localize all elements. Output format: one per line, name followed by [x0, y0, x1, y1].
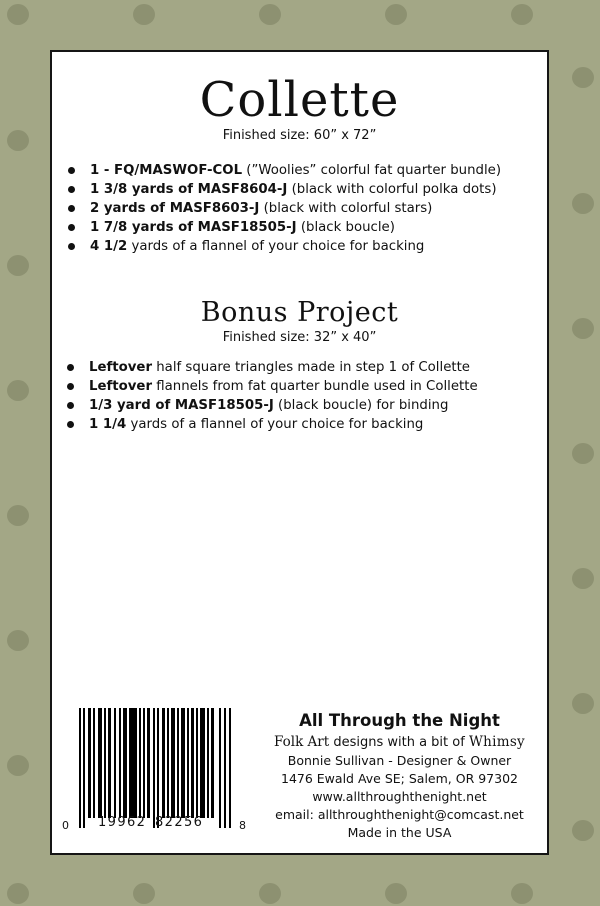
bullet-icon	[67, 383, 74, 390]
company-name: All Through the Night	[299, 711, 500, 730]
polka-dot	[133, 883, 155, 904]
materials-list-item	[54, 161, 544, 180]
item-description: yards of a flannel of your choice for backing	[126, 417, 424, 432]
item-description: yards of a flannel of your choice for backing	[127, 239, 425, 254]
item-quantity: Leftover	[89, 360, 153, 375]
upc-barcode	[79, 708, 239, 828]
barcode-check-digit: 8	[239, 819, 246, 832]
project-title: Collette	[199, 72, 400, 128]
polka-dot	[259, 883, 281, 904]
bullet-icon	[67, 364, 74, 371]
item-quantity: 1/3 yard of MASF18505-J	[89, 398, 274, 413]
bonus-list-item	[53, 358, 543, 377]
polka-dot	[7, 630, 29, 651]
polka-dot	[7, 130, 29, 151]
bonus-finished-size: Finished size: 32” x 40”	[222, 330, 377, 345]
bonus-list-item	[53, 415, 543, 434]
polka-dot	[572, 193, 594, 214]
bullet-icon	[67, 402, 74, 409]
polka-dot	[7, 755, 29, 776]
company-website: www.allthroughthenight.net	[312, 789, 487, 804]
barcode-left-group: 19962	[98, 815, 147, 830]
item-description: flannels from fat quarter bundle used in Collette	[152, 379, 478, 394]
polka-dot	[572, 318, 594, 339]
item-quantity: 2 yards of MASF8603-J	[90, 201, 260, 216]
item-description: (black with colorful stars)	[259, 201, 433, 216]
polka-dot	[572, 820, 594, 841]
polka-dot	[385, 883, 407, 904]
barcode-right-group: 82256	[155, 815, 204, 830]
item-quantity: 1 - FQ/MASWOF-COL	[90, 163, 243, 178]
bullet-icon	[67, 421, 74, 428]
polka-dot	[385, 4, 407, 25]
materials-list	[54, 161, 544, 256]
item-quantity: 1 7/8 yards of MASF18505-J	[90, 220, 297, 235]
bonus-project-title: Bonus Project	[200, 297, 399, 328]
company-email: email: allthroughthenight@comcast.net	[275, 807, 524, 822]
project-finished-size: Finished size: 60” x 72”	[222, 128, 377, 143]
materials-list-item	[54, 180, 544, 199]
item-description: half square triangles made in step 1 of Collette	[152, 360, 470, 375]
bonus-list-item	[53, 396, 543, 415]
polka-dot	[133, 4, 155, 25]
polka-dot	[572, 568, 594, 589]
item-quantity: 1 3/8 yards of MASF8604-J	[90, 182, 288, 197]
materials-list-item	[54, 199, 544, 218]
polka-dot	[572, 693, 594, 714]
polka-dot	[7, 505, 29, 526]
tagline-prefix: Folk Art	[274, 734, 330, 750]
item-description: (black with colorful polka dots)	[287, 182, 497, 197]
materials-list-item	[54, 218, 544, 237]
polka-dot	[511, 883, 533, 904]
bullet-icon	[68, 167, 75, 174]
materials-list-item	[54, 237, 544, 256]
item-description: (”Woolies” colorful fat quarter bundle)	[242, 163, 502, 178]
barcode-first-digit: 0	[62, 819, 69, 832]
bullet-icon	[68, 243, 75, 250]
polka-dot	[259, 4, 281, 25]
bonus-list-item	[53, 377, 543, 396]
item-quantity: 1 1/4	[89, 417, 127, 432]
item-quantity: Leftover	[89, 379, 153, 394]
bullet-icon	[68, 205, 75, 212]
polka-dot	[7, 4, 29, 25]
pattern-back-card	[50, 50, 549, 855]
polka-dot	[572, 443, 594, 464]
barcode-icon	[79, 708, 239, 828]
polka-dot	[7, 883, 29, 904]
company-origin: Made in the USA	[347, 825, 452, 840]
item-quantity: 4 1/2	[90, 239, 128, 254]
polka-dot	[7, 380, 29, 401]
bullet-icon	[68, 224, 75, 231]
company-tagline	[252, 733, 547, 752]
item-description: (black boucle) for binding	[273, 398, 449, 413]
company-info	[252, 709, 547, 842]
tagline-suffix: Whimsy	[468, 734, 525, 750]
polka-dot	[572, 67, 594, 88]
tagline-middle: designs with a bit of	[329, 735, 469, 750]
bonus-materials-list	[53, 358, 543, 434]
item-description: (black boucle)	[296, 220, 395, 235]
bullet-icon	[68, 186, 75, 193]
company-address: 1476 Ewald Ave SE; Salem, OR 97302	[281, 771, 518, 786]
polka-dot	[7, 255, 29, 276]
company-designer: Bonnie Sullivan - Designer & Owner	[287, 753, 512, 768]
polka-dot	[511, 4, 533, 25]
